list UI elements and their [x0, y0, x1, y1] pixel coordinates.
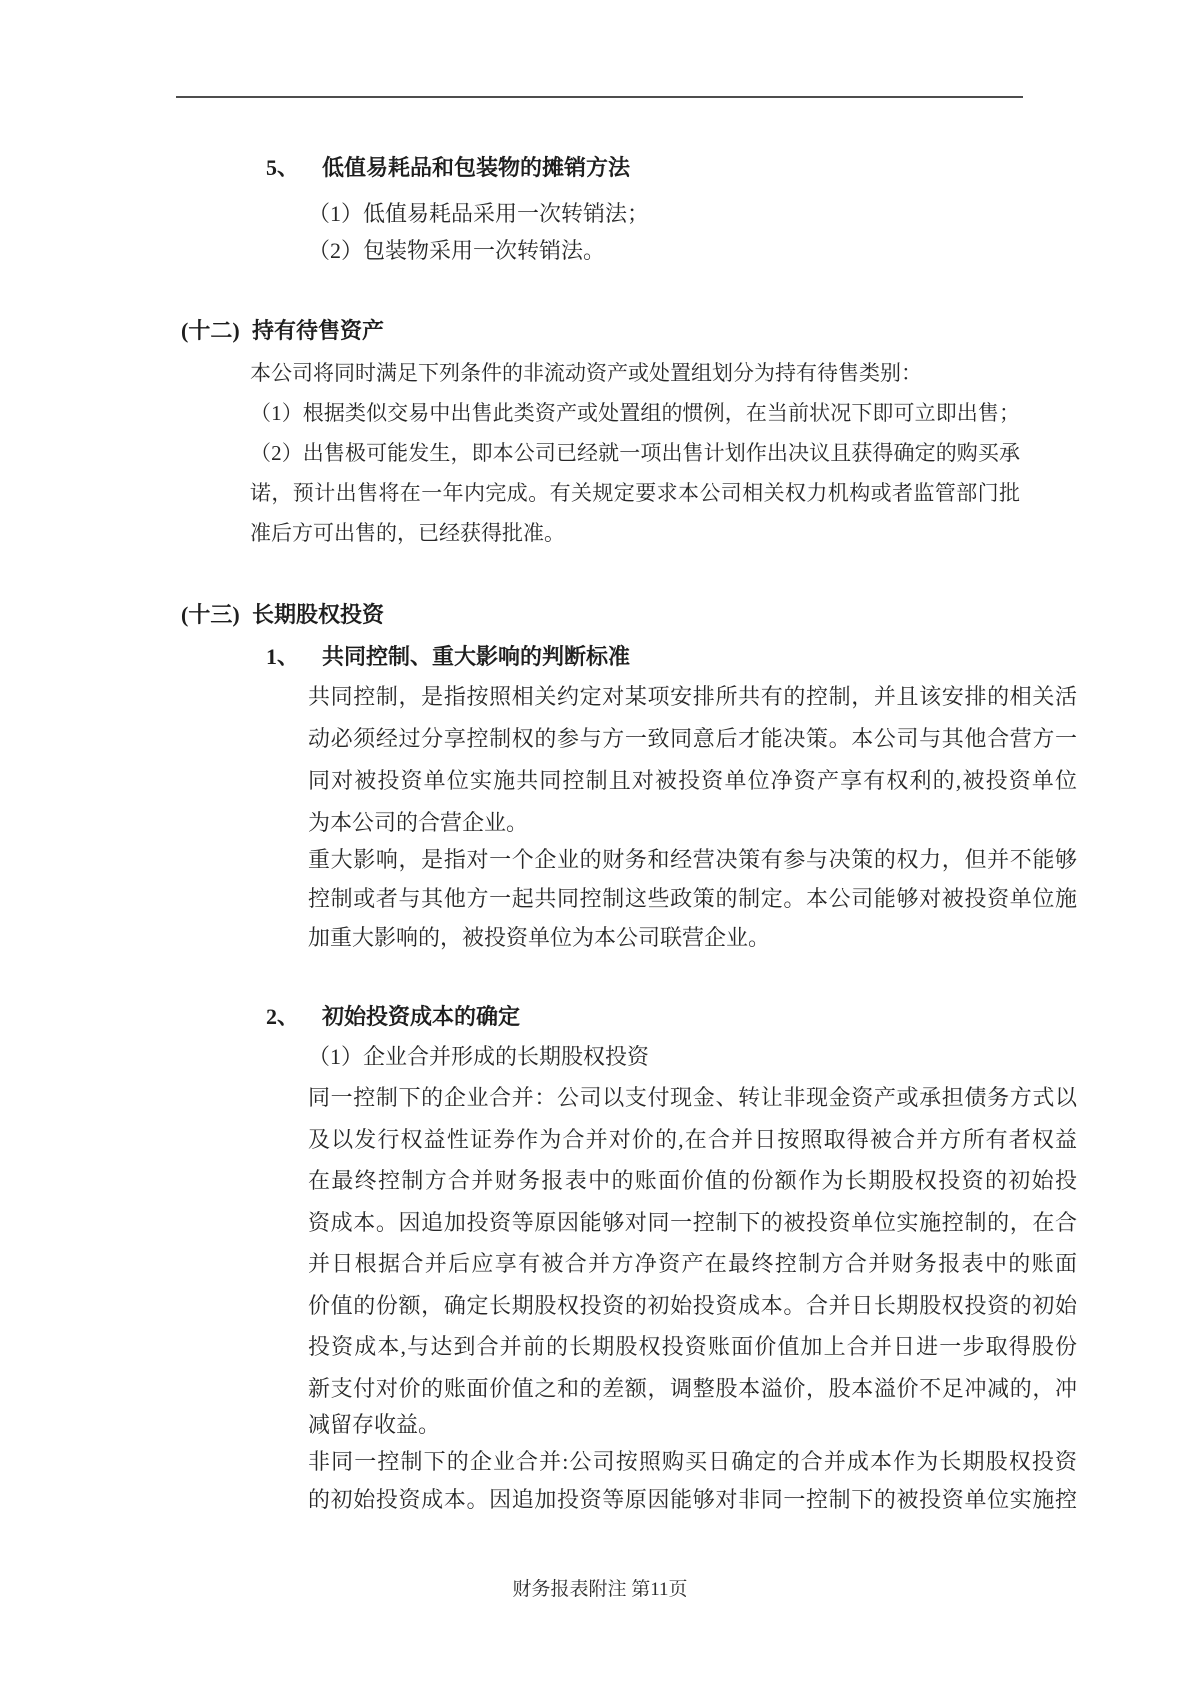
paragraph-line: 同一控制下的企业合并：公司以支付现金、转让非现金资产或承担债务方式以 — [308, 1085, 1077, 1110]
paragraph-line: 减留存收益。 — [308, 1412, 441, 1437]
paragraph-line: 并日根据合并后应享有被合并方净资产在最终控制方合并财务报表中的账面 — [308, 1251, 1077, 1276]
page-footer: 财务报表附注 第11页 — [512, 1579, 688, 1600]
paragraph-line: 非同一控制下的企业合并:公司按照购买日确定的合并成本作为长期股权投资 — [308, 1449, 1077, 1474]
heading-number: (十二) — [181, 318, 240, 343]
paragraph-line: 诺，预计出售将在一年内完成。有关规定要求本公司相关权力机构或者监管部门批 — [250, 481, 1020, 505]
paragraph-line: 同对被投资单位实施共同控制且对被投资单位净资产享有权利的,被投资单位 — [308, 768, 1077, 793]
paragraph-line: 在最终控制方合并财务报表中的账面价值的份额作为长期股权投资的初始投 — [308, 1168, 1077, 1193]
heading-number: 5、 — [266, 155, 300, 180]
sub1-paragraph-1 — [308, 676, 1077, 844]
item5-list — [308, 195, 1077, 269]
paragraph-line: 及以发行权益性证券作为合并对价的,在合并日按照取得被合并方所有者权益 — [308, 1126, 1077, 1152]
paragraph-line: 本公司将同时满足下列条件的非流动资产或处置组划分为持有待售类别： — [250, 361, 922, 385]
heading-title: 低值易耗品和包装物的摊销方法 — [322, 155, 631, 180]
list-item: （2）包装物采用一次转销法。 — [308, 238, 606, 263]
paragraph-line: 加重大影响的，被投资单位为本公司联营企业。 — [308, 925, 771, 950]
subsection-heading-2 — [266, 1002, 520, 1032]
section12-body — [250, 353, 1020, 553]
section-heading-13 — [181, 600, 384, 630]
sub1-paragraph-2 — [308, 840, 1077, 957]
paragraph-line: 重大影响，是指对一个企业的财务和经营决策有参与决策的权力，但并不能够 — [308, 847, 1077, 872]
subsection-heading-5 — [266, 153, 630, 183]
paragraph-line: 资成本。因追加投资等原因能够对同一控制下的被投资单位实施控制的，在合 — [308, 1209, 1077, 1235]
sub2-item-title: （1）企业合并形成的长期股权投资 — [308, 1044, 650, 1069]
paragraph-line: （1）根据类似交易中出售此类资产或处置组的惯例，在当前状况下即可立即出售； — [250, 401, 1020, 425]
heading-number: 2、 — [266, 1004, 300, 1029]
sub2-paragraph-1 — [308, 1077, 1077, 1409]
subsection-heading-1 — [266, 642, 630, 672]
paragraph-line: 控制或者与其他方一起共同控制这些政策的制定。本公司能够对被投资单位施 — [308, 886, 1077, 911]
heading-number: 1、 — [266, 644, 300, 669]
header-rule — [176, 96, 1023, 98]
paragraph-line: 动必须经过分享控制权的参与方一致同意后才能决策。本公司与其他合营方一 — [308, 726, 1077, 751]
paragraph-line: （2）出售极可能发生，即本公司已经就一项出售计划作出决议且获得确定的购买承 — [250, 441, 1020, 465]
heading-title: 共同控制、重大影响的判断标准 — [322, 644, 631, 669]
heading-number: (十三) — [181, 602, 240, 627]
paragraph-line: 为本公司的合营企业。 — [308, 810, 529, 835]
section-heading-12 — [181, 316, 384, 346]
paragraph-line: 新支付对价的账面价值之和的差额，调整股本溢价，股本溢价不足冲减的，冲 — [308, 1375, 1077, 1401]
sub2-paragraph-2 — [308, 1443, 1077, 1519]
heading-title: 长期股权投资 — [252, 602, 385, 627]
heading-title: 初始投资成本的确定 — [322, 1004, 521, 1029]
paragraph-line: 准后方可出售的，已经获得批准。 — [250, 521, 565, 545]
paragraph-line: 的初始投资成本。因追加投资等原因能够对非同一控制下的被投资单位实施控 — [308, 1487, 1077, 1512]
paragraph-line: 投资成本,与达到合并前的长期股权投资账面价值加上合并日进一步取得股份 — [308, 1334, 1077, 1359]
list-item: （1）低值易耗品采用一次转销法； — [308, 201, 650, 226]
paragraph-line: 价值的份额，确定长期股权投资的初始投资成本。合并日长期股权投资的初始 — [308, 1292, 1077, 1318]
paragraph-line: 共同控制，是指按照相关约定对某项安排所共有的控制，并且该安排的相关活 — [308, 684, 1077, 709]
heading-title: 持有待售资产 — [252, 318, 385, 343]
